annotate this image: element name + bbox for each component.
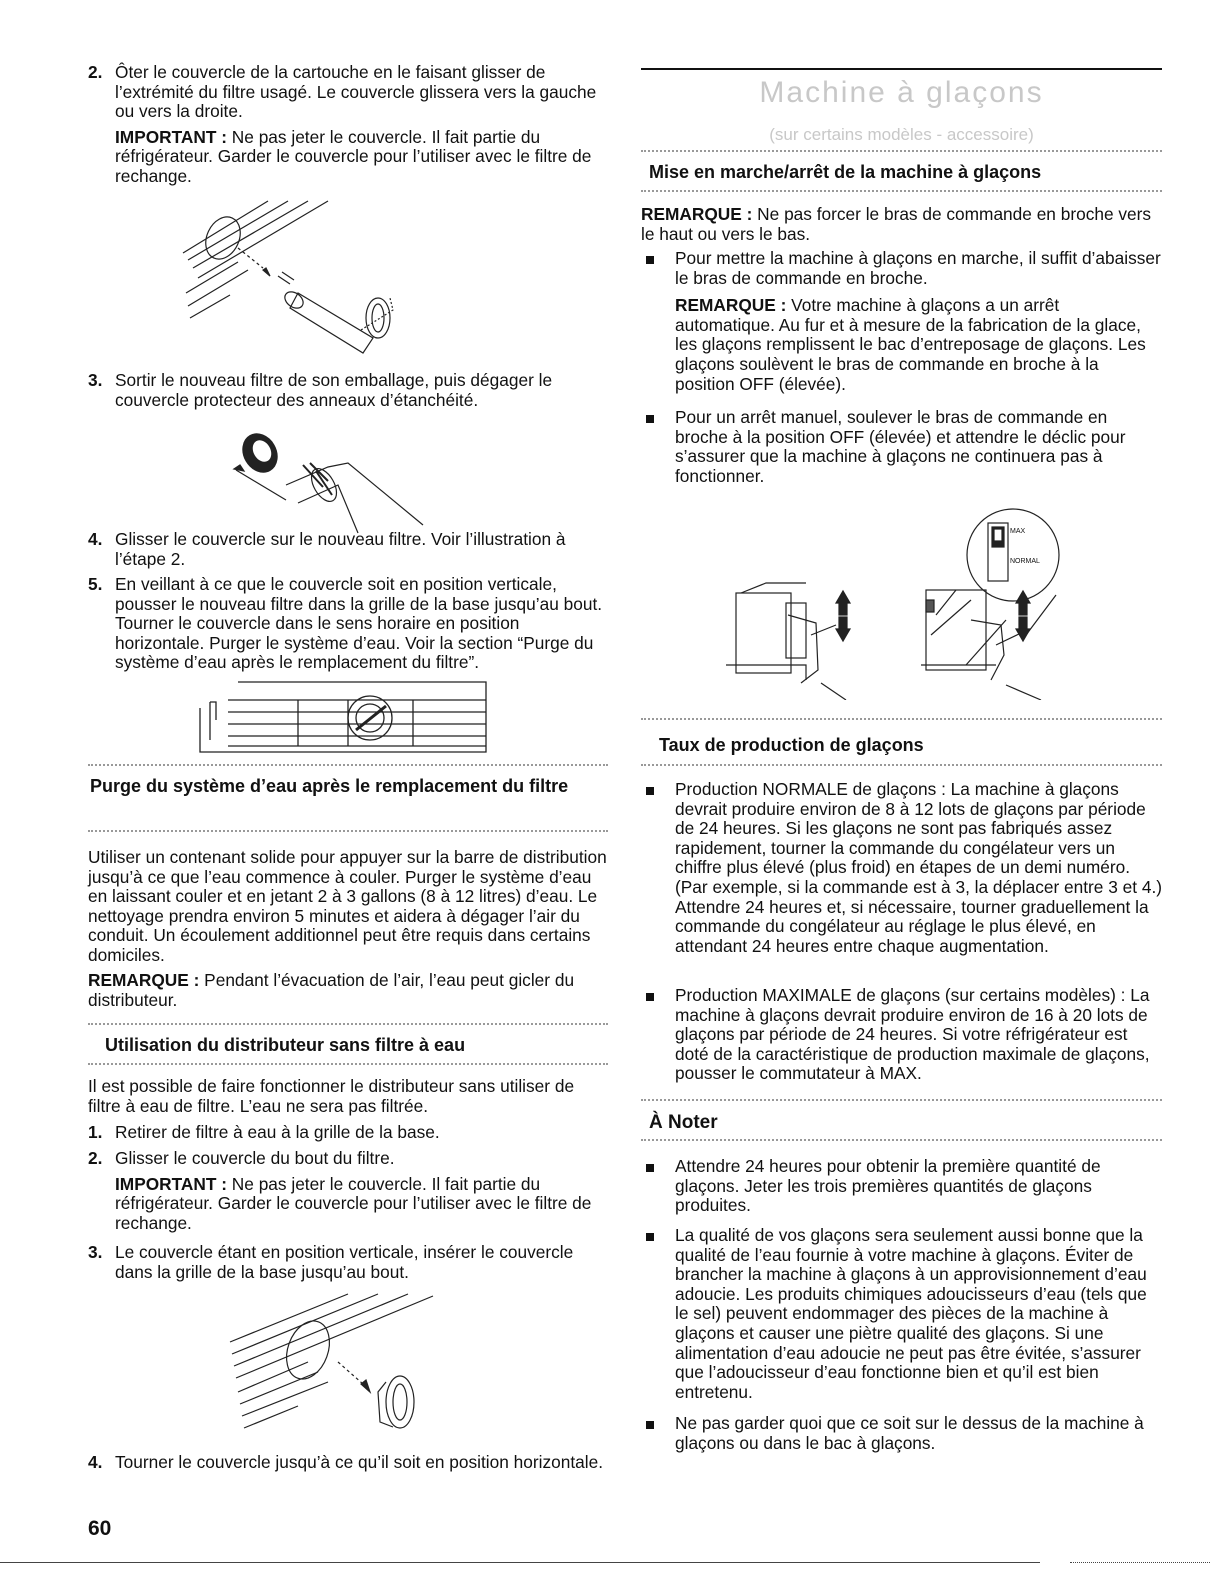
bottom-rule: [0, 1562, 1040, 1563]
step-text: En veillant à ce que le couvercle soit en position verticale, pousser le nouveau filtre dans la grille de la base jusqu’au bout. Tourner le couvercle dans le sens horaire en position horizontale. Purger le système d’eau. Voir la section “Purge du système d’eau après le remplacement du filtre”.: [115, 574, 603, 673]
section-divider: [641, 1099, 1162, 1101]
bullet-square: [646, 1164, 654, 1172]
step-text: Le couvercle étant en position verticale, insérer le couvercle dans la grille de la base jusqu’au bout.: [115, 1242, 574, 1282]
onoff-bullet-1: [641, 249, 1162, 394]
step-number: 2.: [88, 62, 103, 82]
filter-cover-removal-illustration: [178, 198, 398, 358]
section-divider: [88, 764, 608, 766]
top-rule: [641, 68, 1162, 70]
production-bullet-1: [641, 780, 1162, 956]
section-subtitle: (sur certains modèles - accessoire): [769, 125, 1034, 144]
noter-heading: À Noter: [649, 1112, 718, 1133]
sans-filtre-heading: Utilisation du distributeur sans filtre à eau: [105, 1035, 466, 1055]
bullet-square: [646, 787, 654, 795]
base-grille-illustration: [198, 680, 498, 760]
important-note: [115, 128, 608, 187]
step-number: 1.: [88, 1122, 103, 1142]
sans-filtre-intro: Il est possible de faire fonctionner le distributeur sans utiliser de filtre à eau de filtre. L’eau ne sera pas filtrée.: [88, 1076, 575, 1116]
important-text: Ne pas jeter le couvercle. Il fait partie du réfrigérateur. Garder le couvercle pour l’utiliser avec le filtre de rechange.: [115, 1173, 592, 1233]
step-number: 3.: [88, 1242, 103, 1262]
remark-label: REMARQUE :: [675, 295, 787, 316]
step-number: 4.: [88, 1452, 103, 1472]
section-divider: [641, 150, 1162, 152]
purge-remark: [88, 971, 608, 1010]
important-label: IMPORTANT :: [115, 126, 227, 147]
step-text: Tourner le couvercle jusqu’à ce qu’il soit en position horizontale.: [115, 1452, 603, 1472]
remark-label: REMARQUE :: [641, 204, 753, 224]
purge-text: Utiliser un contenant solide pour appuyer sur la barre de distribution jusqu’à ce que l’eau commence à couler. Purger le système d’eau en laissant couler et en jetant 2 à 3 gallons (8 à 12 litres) d’eau. Le nettoyage prendra environ 5 minutes et aidera à dégager l’air du conduit. Un écoulement additionnel peut être requis dans certains domiciles.: [88, 847, 607, 965]
bullet-square: [646, 256, 654, 264]
bullet-text: Attendre 24 heures pour obtenir la première quantité de glaçons. Jeter les trois premières quantités de glaçons produites.: [675, 1156, 1101, 1216]
section-divider: [88, 1063, 608, 1065]
step-text: Glisser le couvercle sur le nouveau filtre. Voir l’illustration à l’étape 2.: [115, 529, 566, 569]
noter-bullet-2: [641, 1226, 1162, 1402]
noter-bullet-1: [641, 1157, 1162, 1216]
normal-label: NORMAL: [1010, 558, 1040, 565]
section-divider: [641, 718, 1162, 720]
section-title: Machine à glaçons: [759, 76, 1044, 109]
bullet-text: La qualité de vos glaçons sera seulement aussi bonne que la qualité de l’eau fournie à votre machine à glaçons. Éviter de brancher la machine à glaçons à un approvisionnement d’eau adoucie. Les produits chimiques adoucisseurs d’eau (tels que le sel) peuvent endommager des pièces de la machine à glaçons et causer une piètre qualité des glaçons. Si une alimentation d’eau adoucie ne peut pas être évitée, s’assurer que l’adoucisseur d’eau fonctionne bien et qu’il est bien entretenu.: [675, 1225, 1147, 1402]
step-3: [88, 371, 608, 410]
bullet-text: Production NORMALE de glaçons : La machine à glaçons devrait produire environ de 8 à 12 lots de glaçons par période de 24 heures. Si les glaçons ne sont pas fabriqués assez rapidement, tourner la commande du congélateur vers un chiffre plus élevé (plus froid) en étapes de un demi numéro. (Par exemple, si la commande est à 3, la déplacer entre 3 et 4.) Attendre 24 heures et, si nécessaire, tourner graduellement la commande du congélateur au réglage le plus élevé, en attendant 24 heures entre chaque augmentation.: [675, 779, 1162, 956]
bullet-square: [646, 993, 654, 1001]
remark-text: Ne pas forcer le bras de commande en broche vers le haut ou vers le bas.: [641, 204, 1151, 244]
step-5: [88, 575, 608, 673]
bullet-text: Pour mettre la machine à glaçons en marche, il suffit d’abaisser le bras de commande en broche.: [675, 248, 1161, 288]
section-divider: [641, 1139, 1162, 1141]
step-2: [88, 63, 608, 187]
sans-filtre-step-1: [88, 1123, 608, 1143]
page-number: 60: [88, 1517, 112, 1540]
important-text: Ne pas jeter le couvercle. Il fait partie du réfrigérateur. Garder le couvercle pour l’utiliser avec le filtre de rechange.: [115, 126, 592, 186]
noter-bullet-3: [641, 1414, 1162, 1453]
sans-filtre-step-4: [88, 1453, 608, 1473]
purge-heading: Purge du système d’eau après le remplacement du filtre: [90, 776, 569, 796]
bullet-square: [646, 1421, 654, 1429]
sans-filtre-step-3: [88, 1243, 608, 1282]
remark-label: REMARQUE :: [88, 970, 200, 990]
step-number: 5.: [88, 574, 103, 594]
step-text: Ôter le couvercle de la cartouche en le faisant glisser de l’extrémité du filtre usagé. Le couvercle glissera vers la gauche ou vers la droite.: [115, 62, 597, 122]
bullet-square: [646, 415, 654, 423]
production-bullet-2: [641, 986, 1162, 1084]
remark-text: Votre machine à glaçons a un arrêt automatique. Au fur et à mesure de la fabrication de la glace, les glaçons remplissent le bac d’entreposage de glaçons. Les glaçons soulèvent le bras de commande en broche à la position OFF (élevée).: [675, 295, 1146, 394]
onoff-heading: Mise en marche/arrêt de la machine à glaçons: [649, 162, 1042, 182]
max-label: MAX: [1010, 528, 1026, 535]
section-divider: [88, 830, 608, 832]
bullet-square: [646, 1233, 654, 1241]
filter-seal-cover-illustration: [228, 425, 468, 535]
sans-filtre-step-2: [88, 1149, 608, 1233]
production-heading: Taux de production de glaçons: [659, 735, 924, 755]
step-4: [88, 530, 608, 569]
section-divider: [641, 764, 1162, 766]
onoff-bullet-2: [641, 408, 1162, 486]
bullet-remark: [675, 296, 1162, 394]
section-divider: [88, 1023, 608, 1025]
important-label: IMPORTANT :: [115, 1173, 227, 1194]
bullet-text: Pour un arrêt manuel, soulever le bras de commande en broche à la position OFF (élevée) et attendre le déclic pour s’assurer que la machine à glaçons ne continuera pas à fonctionner.: [675, 407, 1126, 486]
step-text: Sortir le nouveau filtre de son emballage, puis dégager le couvercle protecteur des anneaux d’étanchéité.: [115, 370, 553, 410]
cover-insert-illustration: [228, 1292, 468, 1442]
important-note: [115, 1175, 608, 1234]
step-number: 2.: [88, 1148, 103, 1168]
step-text: Glisser le couvercle du bout du filtre.: [115, 1148, 395, 1168]
ice-maker-arm-illustration: [726, 505, 1086, 700]
remark-text: Pendant l’évacuation de l’air, l’eau peut gicler du distributeur.: [88, 970, 575, 1010]
step-number: 4.: [88, 529, 103, 549]
bullet-text: Production MAXIMALE de glaçons (sur certains modèles) : La machine à glaçons devrait produire environ de 16 à 20 lots de glaçons par période de 24 heures. Si votre réfrigérateur est doté de la caractéristique de production maximale de glaçons, pousser le commutateur à MAX.: [675, 985, 1150, 1084]
onoff-remark: [641, 205, 1162, 244]
section-divider: [641, 190, 1162, 192]
step-number: 3.: [88, 370, 103, 390]
step-text: Retirer de filtre à eau à la grille de la base.: [115, 1122, 440, 1142]
bottom-rule-dotted: [1070, 1562, 1210, 1563]
bullet-text: Ne pas garder quoi que ce soit sur le dessus de la machine à glaçons ou dans le bac à glaçons.: [675, 1413, 1144, 1453]
